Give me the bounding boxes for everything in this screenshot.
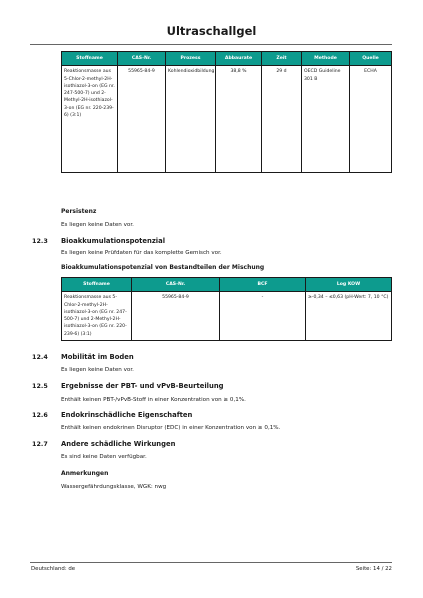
persistenz-text: Es liegen keine Daten vor. — [61, 222, 134, 228]
column-header: BCF — [220, 278, 306, 292]
table-row — [62, 66, 392, 173]
table-cell: 38,8 % — [216, 66, 262, 173]
bioaccumulation-table — [61, 277, 392, 341]
document-title: Ultraschallgel — [166, 24, 257, 38]
header-rule — [30, 44, 392, 45]
table-cell: ≥-0,34 – ≤0,63 (pH-Wert: 7, 10 °C) — [306, 292, 392, 341]
table-cell: Reaktionsmasse aus 5-Chlor-2-methyl-2H-isothiazol-3-on (EG nr. 247-500-7) und 2-Methyl-2H-isothiazol-3-on (EG nr. 220-239-6) (3:1) — [62, 292, 132, 341]
section-text: Es liegen keine Daten vor. — [61, 367, 134, 373]
column-header: CAS-Nr. — [132, 278, 220, 292]
table-cell: 29 d — [262, 66, 302, 173]
table-cell: - — [220, 292, 306, 341]
column-header: Abbaurate — [216, 52, 262, 66]
table-cell: OECD Guideline 301 B — [302, 66, 350, 173]
table-header-row — [62, 52, 392, 66]
section-number: 12.7 — [32, 440, 48, 448]
section-text: Enthält keinen PBT-/vPvB-Stoff in einer Konzentration von ≥ 0,1%. — [61, 397, 246, 403]
column-header: Stoffname — [62, 278, 132, 292]
section-text: Es sind keine Daten verfügbar. — [61, 454, 147, 460]
column-header: CAS-Nr. — [118, 52, 166, 66]
section-note: Wassergefährdungsklasse, WGK: nwg — [61, 484, 167, 490]
table-cell: 55965-84-9 — [118, 66, 166, 173]
footer-country: Deutschland: de — [31, 566, 76, 572]
section-title: Ergebnisse der PBT- und vPvB-Beurteilung — [61, 382, 224, 390]
section-subtitle: Bioakkumulationspotenzial von Bestandteilen der Mischung — [61, 264, 265, 271]
section-number: 12.4 — [32, 353, 48, 361]
table-cell: 55965-84-9 — [132, 292, 220, 341]
footer-page-number: Seite: 14 / 22 — [355, 566, 392, 572]
section-title: Bioakkumulationspotenzial — [61, 237, 166, 245]
section-text: Enthält keinen endokrinen Disruptor (EDC) in einer Konzentration von ≥ 0,1%. — [61, 425, 281, 431]
table-cell: ECHA — [350, 66, 392, 173]
section-number: 12.3 — [32, 237, 48, 245]
section-title: Endokrinschädliche Eigenschaften — [61, 411, 193, 419]
column-header: Zeit — [262, 52, 302, 66]
biodegradation-table — [61, 51, 392, 173]
persistenz-label: Persistenz — [61, 208, 97, 215]
section-text: Es liegen keine Prüfdaten für das komplette Gemisch vor. — [61, 250, 222, 256]
column-header: Methode — [302, 52, 350, 66]
column-header: Prozess — [166, 52, 216, 66]
section-number: 12.5 — [32, 382, 48, 390]
table-row — [62, 292, 392, 341]
footer-rule — [30, 562, 392, 563]
table-cell: Kohlendioxidbildung — [166, 66, 216, 173]
table-cell: Reaktionsmasse aus 5-Chlor-2-methyl-2H-isothiazol-3-on (EG nr. 247-500-7) und 2-Methyl-2H-isothiazol-3-on (EG nr. 220-239-6) (3:1) — [62, 66, 118, 173]
column-header: Stoffname — [62, 52, 118, 66]
section-subtitle: Anmerkungen — [61, 470, 109, 477]
table-header-row — [62, 278, 392, 292]
column-header: Quelle — [350, 52, 392, 66]
section-number: 12.6 — [32, 411, 48, 419]
section-title: Andere schädliche Wirkungen — [61, 440, 176, 448]
section-title: Mobilität im Boden — [61, 353, 134, 361]
column-header: Log KOW — [306, 278, 392, 292]
